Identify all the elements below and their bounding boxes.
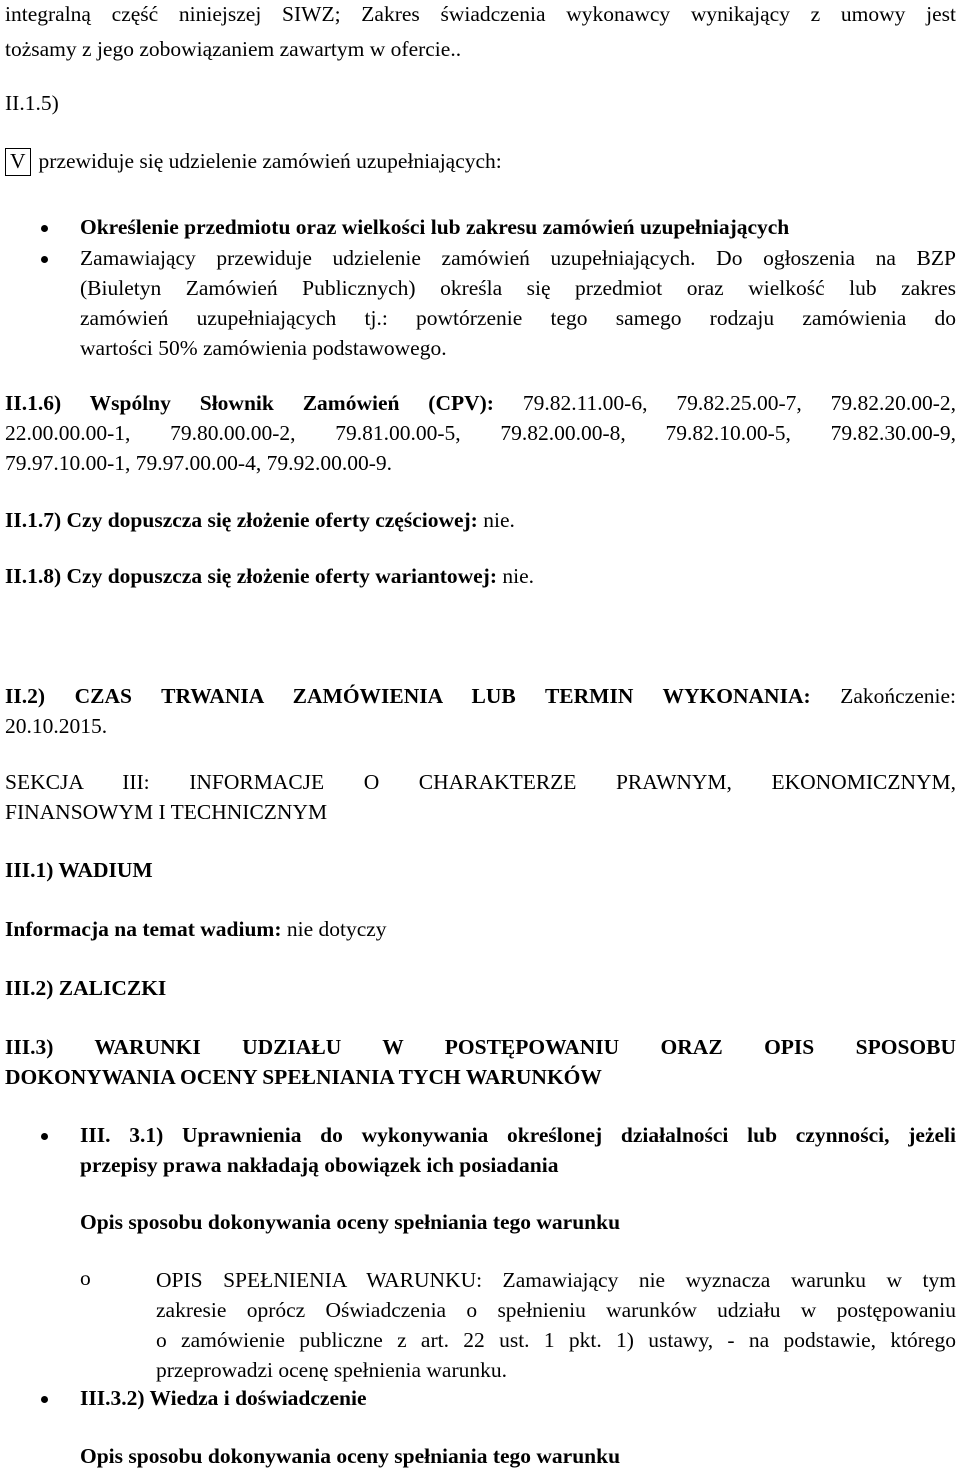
paragraph-line: Zamawiający przewiduje udzielenie zamówień uzupełniających. Do ogłoszenia na BZP: [80, 246, 956, 270]
III-3-1-title-1: III. 3.1) Uprawnienia do wykonywania określonej działalności lub czynności, jeżeli: [80, 1123, 956, 1147]
sub-paragraph-line: przeprowadzi ocenę spełnienia warunku.: [156, 1358, 508, 1382]
circle-bullet-icon: o: [80, 1266, 91, 1290]
paragraph-line: (Biuletyn Zamówień Publicznych) określa się przedmiot oraz wielkość lub zakres: [80, 276, 956, 300]
bullet-icon: [41, 225, 48, 232]
II-1-5-statement: [5, 148, 956, 176]
section-III-title-1: SEKCJA III: INFORMACJE O CHARAKTERZE PRAWNYM, EKONOMICZNYM,: [5, 770, 956, 794]
intro-line-1: integralną część niniejszej SIWZ; Zakres świadczenia wykonawcy wynikający z umowy jest: [5, 2, 956, 26]
II-2-label: II.2) CZAS TRWANIA ZAMÓWIENIA LUB TERMIN WYKONANIA:: [5, 684, 811, 708]
sub-paragraph-line: zakresie oprócz Oświadczenia o spełnieniu warunków udziału w postępowaniu: [156, 1298, 956, 1322]
wadium-heading: III.1) WADIUM: [5, 858, 153, 882]
sub-paragraph-line: OPIS SPEŁNIENIA WARUNKU: Zamawiający nie wyznacza warunku w tym: [156, 1268, 956, 1292]
III-3-2-opis: Opis sposobu dokonywania oceny spełniania tego warunku: [80, 1444, 621, 1468]
II-2-line: [5, 686, 956, 708]
cpv-label: II.1.6) Wspólny Słownik Zamówień (CPV):: [5, 391, 494, 415]
sub-paragraph-line: o zamówienie publiczne z art. 22 ust. 1 pkt. 1) ustawy, - na podstawie, którego: [156, 1328, 956, 1352]
bullet-icon: [41, 1396, 48, 1403]
wadium-label: Informacja na temat wadium:: [5, 917, 282, 941]
II-1-8-value: nie.: [502, 564, 535, 588]
intro-line-2: tożsamy z jego zobowiązaniem zawartym w ofercie..: [5, 37, 462, 61]
warunki-heading-1: III.3) WARUNKI UDZIAŁU W POSTĘPOWANIU ORAZ OPIS SPOSOBU: [5, 1035, 956, 1059]
section-heading-II-1-5: II.1.5): [5, 91, 59, 115]
III-3-2-title: III.3.2) Wiedza i doświadczenie: [80, 1386, 367, 1410]
cpv-codes-3: 79.97.10.00-1, 79.97.00.00-4, 79.92.00.00-9.: [5, 451, 392, 475]
II-2-value: Zakończenie:: [840, 684, 957, 708]
II-1-7-value: nie.: [483, 508, 515, 532]
cpv-codes-2: 22.00.00.00-1, 79.80.00.00-2, 79.81.00.00-5, 79.82.00.00-8, 79.82.10.00-5, 79.82.30.00-9,: [5, 421, 956, 445]
cpv-codes-1: 79.82.11.00-6, 79.82.25.00-7, 79.82.20.00-2,: [522, 391, 956, 415]
II-1-7-line: [5, 510, 956, 532]
II-1-5-text: przewiduje się udzielenie zamówień uzupełniających:: [38, 149, 502, 173]
wadium-line: [5, 919, 956, 941]
III-3-1-opis: Opis sposobu dokonywania oceny spełniania tego warunku: [80, 1210, 621, 1234]
section-III-title-2: FINANSOWYM I TECHNICZNYM: [5, 800, 328, 824]
II-1-8-label: II.1.8) Czy dopuszcza się złożenie oferty wariantowej:: [5, 564, 497, 588]
wadium-value: nie dotyczy: [286, 917, 387, 941]
bullet-icon: [41, 256, 48, 263]
bullet-title: Określenie przedmiotu oraz wielkości lub zakresu zamówień uzupełniających: [80, 215, 790, 239]
II-2-date: 20.10.2015.: [5, 714, 108, 738]
zaliczki-heading: III.2) ZALICZKI: [5, 976, 167, 1000]
paragraph-line: zamówień uzupełniających tj.: powtórzenie tego samego rodzaju zamówienia do: [80, 306, 956, 330]
bullet-icon: [41, 1133, 48, 1140]
paragraph-line: wartości 50% zamówienia podstawowego.: [80, 336, 447, 360]
III-3-1-title-2: przepisy prawa nakładają obowiązek ich posiadania: [80, 1153, 559, 1177]
cpv-line-1: [5, 393, 956, 415]
warunki-heading-2: DOKONYWANIA OCENY SPEŁNIANIA TYCH WARUNKÓW: [5, 1065, 602, 1089]
II-1-7-label: II.1.7) Czy dopuszcza się złożenie oferty częściowej:: [5, 508, 478, 532]
checkbox-mark: V: [5, 148, 31, 176]
II-1-8-line: [5, 566, 956, 588]
